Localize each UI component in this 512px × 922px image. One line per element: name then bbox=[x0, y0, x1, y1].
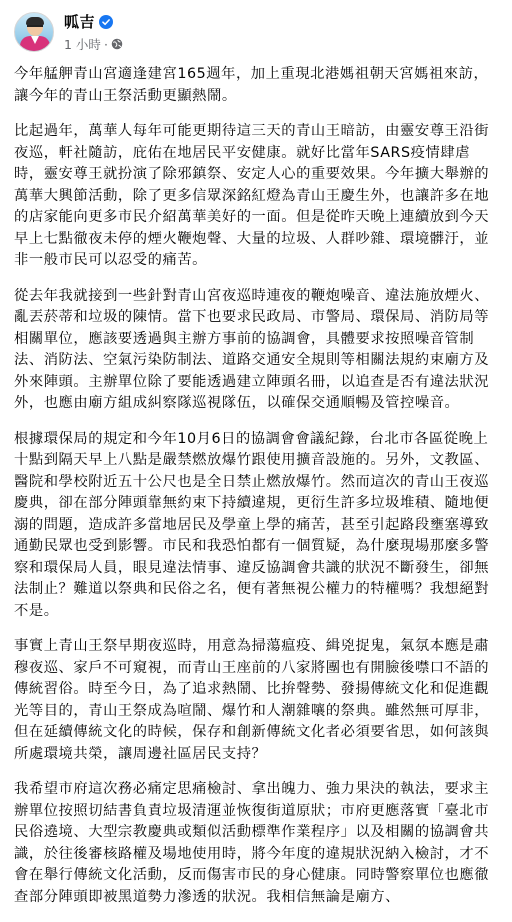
post-body bbox=[14, 64, 498, 922]
post-paragraph: 從去年我就接到一些針對青山宮夜巡時連夜的鞭炮噪音、違法施放煙火、亂丟菸蒂和垃圾的陳情。當下也要求民政局、市警局、環保局、消防局等相關單位，應該要透過與主辦方事前的協調會，具體要求按照噪音管制法、消防法、空氣污染防制法、道路交通安全規則等相關法規約束廟方及外來陣頭。主辦單位除了要能透過建立陣頭名冊，以追查是否有違法狀況外，也應由廟方組成糾察隊巡視隊伍，以確保交通順暢及管控噪音。 bbox=[14, 287, 490, 411]
author-avatar[interactable] bbox=[14, 12, 54, 52]
author-name[interactable]: 呱吉 bbox=[64, 13, 96, 31]
post-header bbox=[14, 9, 123, 55]
verified-badge-icon bbox=[99, 15, 113, 29]
post-timestamp[interactable]: 1 小時 bbox=[64, 37, 101, 52]
post-paragraph: 我希望市府這次務必痛定思痛檢討、拿出魄力、強力果決的執法，要求主辦單位按照切結書負責垃圾清運並恢復街道原狀；市府更應落實「臺北市民俗遶境、大型宗教慶典或類似活動標準作業程序」以及相關的協調會共識，於往後審核路權及場地使用時，將今年度的違規狀況納入檢討，才不會在舉行傳統文化活動，反而傷害市民的身心健康。同時警察單位也應徹查部分陣頭即被黑道勢力滲透的狀況。我相信無論是廟方、 bbox=[14, 781, 490, 905]
post-meta bbox=[64, 11, 123, 53]
post-paragraph: 事實上青山王祭早期夜巡時，用意為掃蕩瘟疫、緝兇捉鬼，氣氛本應是肅穆夜巡、家戶不可窺視，而青山王座前的八家將團也有開臉後噤口不語的傳統習俗。時至今日，為了追求熱鬧、比拚聲勢、發揚傳統文化和促進觀光等目的，青山王祭成為喧鬧、爆竹和人潮雜嚷的祭典。雖然無可厚非，但在延續傳統文化的時候，保存和創新傳統文化者必須要省思，如何該與所處環境共榮，讓周邊社區居民支持？ bbox=[14, 638, 490, 762]
post-paragraph: 根據環保局的規定和今年10月6日的協調會會議紀錄，台北市各區從晚上十點到隔天早上八點是嚴禁燃放爆竹跟使用擴音設施的。另外，文教區、醫院和學校附近五十公尺也是全日禁止燃放爆竹。然而這次的青山王夜巡慶典，卻在部分陣頭靠無約束下持續違規，更衍生許多垃圾堆積、隨地便溺的問題，造成許多當地居民及學童上學的痛苦，甚至引起路段壅塞導致通勤民眾也受到影響。市民和我恐怕都有一個質疑，為什麼現場那麼多警察和環保局人員，眼見違法情事、違反協調會共識的狀況不斷發生，卻無法制止？難道以祭典和民俗之名，便有著無視公權力的特權嗎？我想絕對不是。 bbox=[14, 430, 490, 619]
globe-icon[interactable] bbox=[111, 38, 123, 50]
post-paragraph: 比起過年，萬華人每年可能更期待這三天的青山王暗訪，由靈安尊王沿街夜巡，軒社隨訪，庇佑在地居民平安健康。就好比當年SARS疫情肆虐時，靈安尊王就扮演了除邪鎮祭、安定人心的重要效果。今年擴大舉辦的萬華大興節活動，除了更多信眾深銘紅燈為青山王慶生外，也讓許多在地的店家能向更多市民介紹萬華美好的一面。但是從昨天晚上連續放到今天早上七點徹夜未停的煙火鞭炮聲、大量的垃圾、人群吵雜、環境髒汙，並非一般市民可以忍受的痛苦。 bbox=[14, 123, 490, 268]
separator-dot: · bbox=[103, 36, 108, 52]
post-paragraph: 今年艋舺青山宮適逢建宮165週年，加上重現北港媽祖朝天宮媽祖來訪，讓今年的青山王祭活動更顯熱鬧。 bbox=[14, 66, 489, 104]
